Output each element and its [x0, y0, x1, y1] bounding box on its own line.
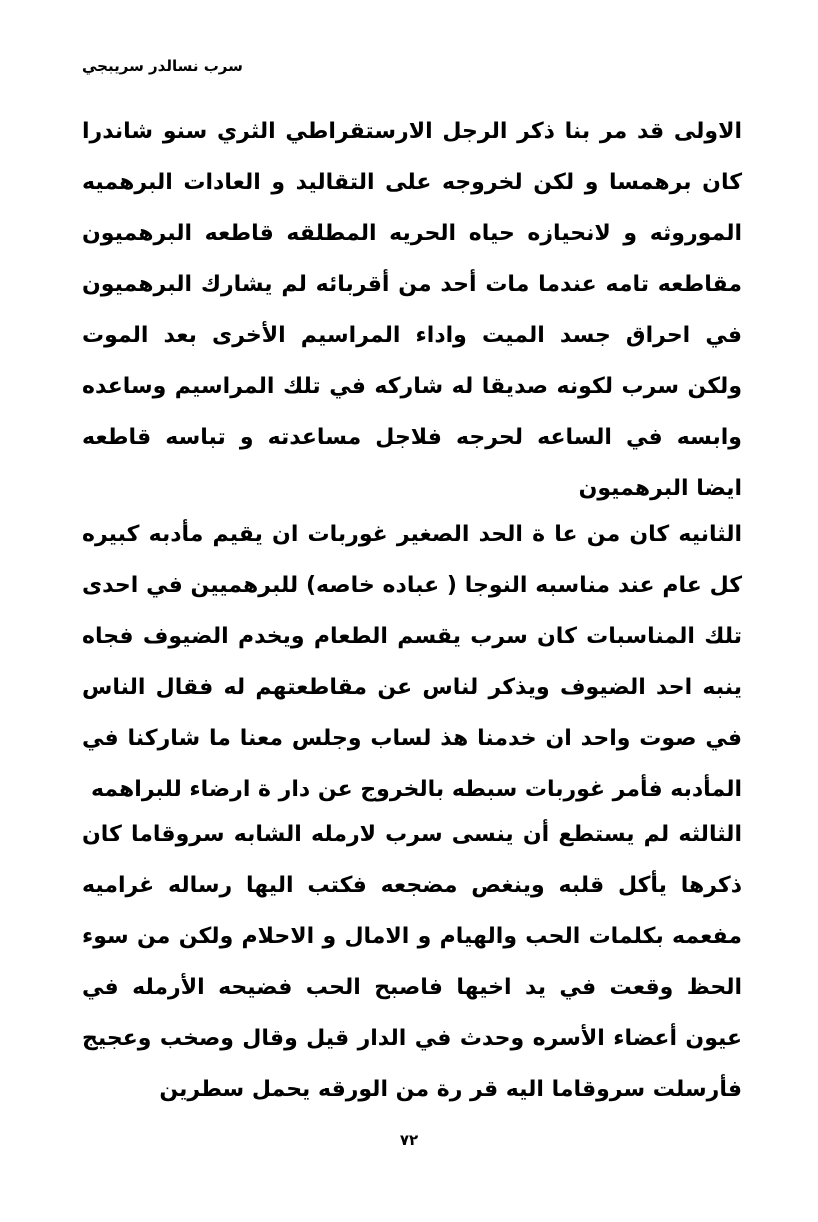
- paragraph-1-text: الاولى قد مر بنا ذكر الرجل الارستقراطي الثري سنو شاندرا كان برهمسا و لكن لخروجه على التقاليد و العادات البرهميه الموروثه و لانحيازه حياه الحريه المطلقه قاطعه البرهميون مقاطعه تامه عندما مات أحد من أقربائه لم يشارك البرهميون في احراق جسد الميت واداء المراسيم الأخرى بعد الموت ولكن سرب لكونه صديقا له شاركه في تلك المراسيم وساعده وابسه في الساعه لحرجه فلاجل مساعدته و تباسه قاطعه ايضا البرهميون: [82, 119, 742, 501]
- paragraph-2: [82, 509, 742, 815]
- page-number: ٧٢: [399, 1131, 419, 1149]
- paragraph-2-text: الثانيه كان من عا ة الحد الصغير غوربات ان يقيم مأدبه كبيره كل عام عند مناسبه النوجا ( عباده خاصه) للبرهميين في احدى تلك المناسبات كان سرب يقسم الطعام ويخدم الضيوف فجاه ينبه احد الضيوف ويذكر لناس عن مقاطعتهم له فقال الناس في صوت واحد ان خدمنا هذ لساب وجلس معنا ما شاركنا في المأدبه فأمر غوربات سبطه بالخروج عن دار ة ارضاء للبراهمه: [82, 522, 742, 802]
- paragraph-3: [82, 809, 742, 1115]
- running-header-title: سرب نسالدر سريبجي: [82, 57, 243, 75]
- paragraph-3-text: الثالثه لم يستطع أن ينسى سرب لارمله الشابه سروقاما كان ذكرها يأكل قلبه وينغص مضجعه فكتب اليها رساله غراميه مفعمه بكلمات الحب والهيام و الامال و الاحلام ولكن من سوء الحظ وقعت في يد اخيها فاصبح الحب فضيحه الأرمله في عيون أعضاء الأسره وحدث في الدار قيل وقال وصخب وعجيج فأرسلت سروقاما اليه قر رة من الورقه يحمل سطرين: [82, 822, 742, 1102]
- paragraph-1: [82, 106, 742, 514]
